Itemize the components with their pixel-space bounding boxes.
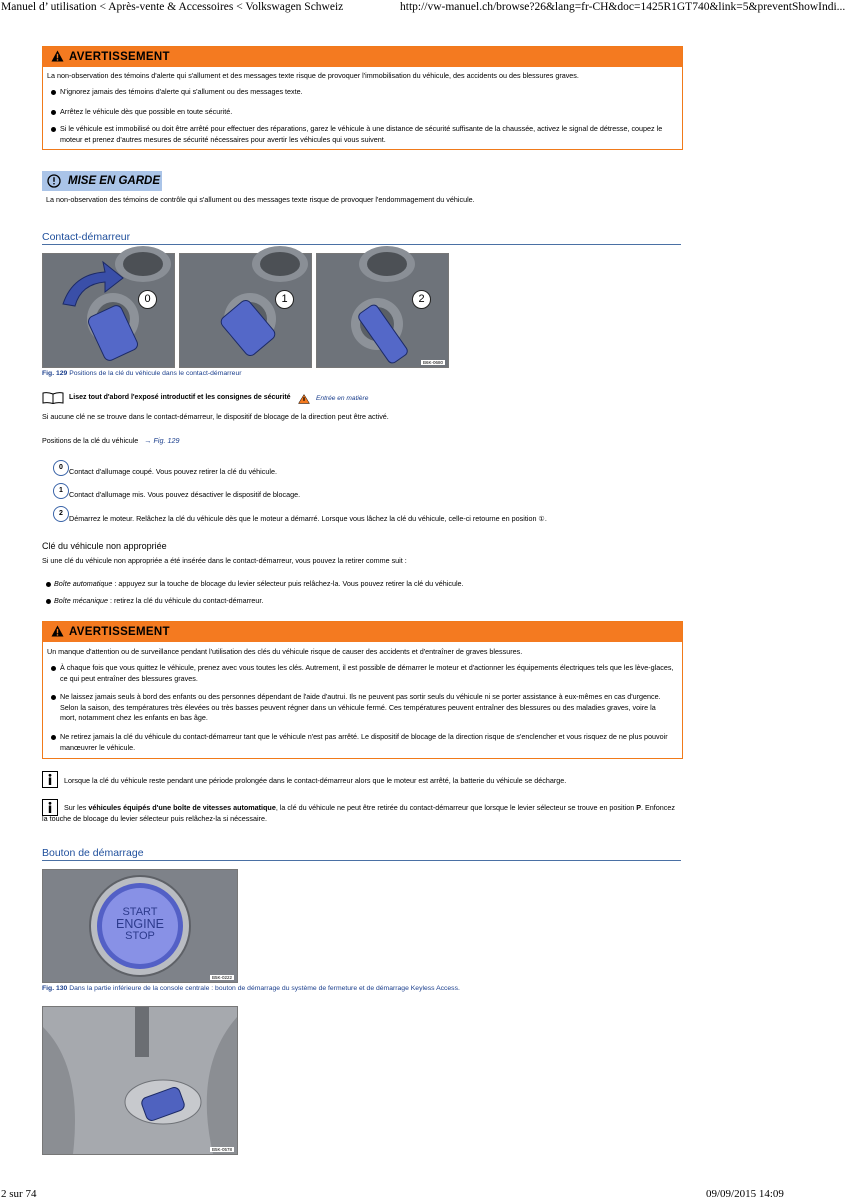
figure-caption-text: Positions de la clé du véhicule dans le contact-démarreur bbox=[69, 370, 242, 377]
figure-code: B6K-0680 bbox=[422, 360, 443, 365]
warning-bullet: N'ignorez jamais des témoins d'alerte qui s'allument ou des messages texte. bbox=[60, 87, 303, 96]
figure-number: Fig. 130 bbox=[42, 985, 68, 992]
bullet-dot bbox=[51, 695, 56, 700]
intro-link[interactable]: Entrée en matière bbox=[316, 395, 369, 402]
browser-print-title: Manuel d’ utilisation < Après-vente & Accessoires < Volkswagen Schweiz bbox=[1, 1, 344, 13]
bullet-dot bbox=[46, 599, 51, 604]
page-number: 2 sur 74 bbox=[1, 1188, 37, 1200]
bullet-dot bbox=[51, 666, 56, 671]
print-datetime: 09/09/2015 14:09 bbox=[706, 1188, 784, 1200]
start-label-line: ENGINE bbox=[116, 917, 164, 931]
bullet-dot bbox=[51, 110, 56, 115]
subsection-title: Clé du véhicule non appropriée bbox=[42, 541, 167, 551]
image-position-label-2: 2 bbox=[412, 290, 431, 309]
image-position-label-1: 1 bbox=[275, 290, 294, 309]
caution-header bbox=[42, 171, 162, 191]
warning-small-icon bbox=[298, 394, 310, 404]
note-battery: Lorsque la clé du véhicule reste pendant une période prolongée dans le contact-démarreur alors que le moteur est arrêté, la batterie du véhicule se décharge. bbox=[64, 776, 567, 785]
figure-key-position-1 bbox=[179, 253, 312, 368]
note-text: , la clé du véhicule ne peut être retirée du contact-démarreur que lorsque le levier sélecteur se trouve en position bbox=[275, 803, 637, 812]
bullet-dot bbox=[51, 735, 56, 740]
warning-header bbox=[43, 47, 682, 67]
note-text: Sur les bbox=[64, 803, 89, 812]
position-text-0: Contact d'allumage coupé. Vous pouvez retirer la clé du véhicule. bbox=[69, 467, 277, 476]
bullet-dot bbox=[51, 90, 56, 95]
positions-label: Positions de la clé du véhicule bbox=[42, 436, 139, 445]
warning-box-1 bbox=[42, 46, 683, 150]
bullet-dot bbox=[51, 127, 56, 132]
bullet-dot bbox=[46, 582, 51, 587]
figure-caption-129 bbox=[42, 370, 242, 377]
position-text-1: Contact d'allumage mis. Vous pouvez désactiver le dispositif de blocage. bbox=[69, 490, 301, 499]
figure-caption-130 bbox=[42, 985, 460, 992]
warning-triangle-icon bbox=[51, 50, 64, 62]
gearbox-type: Boîte automatique bbox=[54, 579, 113, 588]
warning-bullet: Arrêtez le véhicule dès que possible en toute sécurité. bbox=[60, 107, 233, 116]
warning-intro: Un manque d'attention ou de surveillance pendant l'utilisation des clés du véhicule risque de causer des accidents et d'entraîner de graves blessures. bbox=[47, 647, 523, 656]
sub-bullet-manual bbox=[54, 596, 263, 607]
note-automatic bbox=[42, 803, 681, 824]
warning-box-2 bbox=[42, 621, 683, 759]
start-label-line: STOP bbox=[125, 930, 155, 942]
gearbox-instruction: : retirez la clé du véhicule du contact-démarreur. bbox=[107, 596, 264, 605]
warning-title: AVERTISSEMENT bbox=[69, 626, 170, 638]
note-text: . Enfoncez la touche de blocage du levier sélecteur puis relâchez-la si nécessaire. bbox=[42, 803, 675, 823]
start-label-line: START bbox=[122, 906, 158, 918]
figure-caption-text: Dans la partie inférieure de la console centrale : bouton de démarrage du système de fermeture et de démarrage Keyless Access. bbox=[69, 985, 460, 992]
caution-text: La non-observation des témoins de contrôle qui s'allument ou des messages texte risque de provoquer l'endommagement du véhicule. bbox=[46, 195, 475, 204]
warning-triangle-icon bbox=[51, 625, 64, 637]
gearbox-instruction: : appuyez sur la touche de blocage du levier sélecteur puis relâchez-la. Vous pouvez retirer la clé du véhicule. bbox=[112, 579, 464, 588]
figure-key-console bbox=[42, 1006, 238, 1155]
section-title-start-button: Bouton de démarrage bbox=[42, 847, 681, 861]
position-text-2: Démarrez le moteur. Relâchez la clé du véhicule dès que le moteur a démarré. Lorsque vous lâchez la clé du véhicule, celle-ci retourne en position ①. bbox=[69, 514, 547, 523]
start-button-label bbox=[110, 906, 170, 942]
no-key-text: Si aucune clé ne se trouve dans le contact-démarreur, le dispositif de blocage de la direction peut être activé. bbox=[42, 412, 389, 421]
position-marker-1: 1 bbox=[53, 483, 69, 499]
image-position-label-0: 0 bbox=[138, 290, 157, 309]
warning-bullet: Ne laissez jamais seuls à bord des enfants ou des personnes dépendant de l'aide d'autrui. Ils ne peuvent pas sortir seuls du véhicule ni se porter assistance à eux-mêmes en cas d'urgence. Selon la saison, des températures très élevées ou très basses peuvent régner dans un véhicule fermé. Ces températures peuvent entraîner des blessures ou des maladies graves, voire la mort, notamment chez les enfants en bas âge. bbox=[60, 692, 661, 723]
warning-header bbox=[43, 622, 682, 642]
info-icon bbox=[42, 771, 58, 788]
figure-number: Fig. 129 bbox=[42, 370, 68, 377]
sub-bullet-auto bbox=[54, 579, 464, 590]
note-bold: véhicules équipés d'une boîte de vitesses automatique bbox=[88, 803, 276, 812]
position-marker-0: 0 bbox=[53, 460, 69, 476]
figure-code: B5K-0222 bbox=[211, 975, 232, 980]
figure-start-button bbox=[42, 869, 238, 983]
section-title-contact: Contact-démarreur bbox=[42, 231, 681, 245]
figure-key-position-2 bbox=[316, 253, 449, 368]
caution-icon bbox=[47, 174, 61, 188]
subsection-intro: Si une clé du véhicule non appropriée a été insérée dans le contact-démarreur, vous pouvez la retirer comme suit : bbox=[42, 556, 407, 565]
book-icon bbox=[42, 392, 64, 404]
position-marker-2: 2 bbox=[53, 506, 69, 522]
browser-print-url: http://vw-manuel.ch/browse?26&lang=fr-CH&doc=1425R1GT740&link=5&preventShowIndi... bbox=[400, 1, 845, 13]
gearbox-type: Boîte mécanique bbox=[54, 596, 108, 605]
selector-position: P bbox=[636, 803, 642, 812]
warning-title: AVERTISSEMENT bbox=[69, 51, 170, 63]
figure-code: B5K-0578 bbox=[211, 1147, 232, 1152]
figure-key-position-0 bbox=[42, 253, 175, 368]
warning-bullet: À chaque fois que vous quittez le véhicule, prenez avec vous toutes les clés. Autrement, il est possible de démarrer le moteur et d'actionner les équipements électriques tels que les lève-glaces, ce qui peut entraîner des blessures graves. bbox=[60, 663, 674, 683]
warning-bullet: Ne retirez jamais la clé du véhicule du contact-démarreur tant que le véhicule n'est pas arrêté. Le dispositif de blocage de la direction risque de s'enclencher et vous risquez de ne plus pouvoir manœuvrer le véhicule. bbox=[60, 732, 668, 752]
warning-bullet: Si le véhicule est immobilisé ou doit être arrêté pour effectuer des réparations, garez le véhicule à une distance de sécurité suffisante de la chaussée, activez le signal de détresse, coupez le moteur et prenez d'autres mesures de sécurité nécessaires pour avertir les véhicules qui vous suivent. bbox=[60, 124, 663, 144]
read-first-text: Lisez tout d'abord l'exposé introductif et les consignes de sécurité bbox=[69, 394, 291, 401]
positions-heading bbox=[42, 436, 179, 447]
caution-title: MISE EN GARDE bbox=[68, 175, 161, 187]
warning-intro: La non-observation des témoins d'alerte qui s'allument et des messages texte risque de provoquer l'immobilisation du véhicule, des accidents ou des blessures graves. bbox=[47, 71, 579, 80]
figure-ref-link[interactable]: → Fig. 129 bbox=[144, 436, 180, 445]
